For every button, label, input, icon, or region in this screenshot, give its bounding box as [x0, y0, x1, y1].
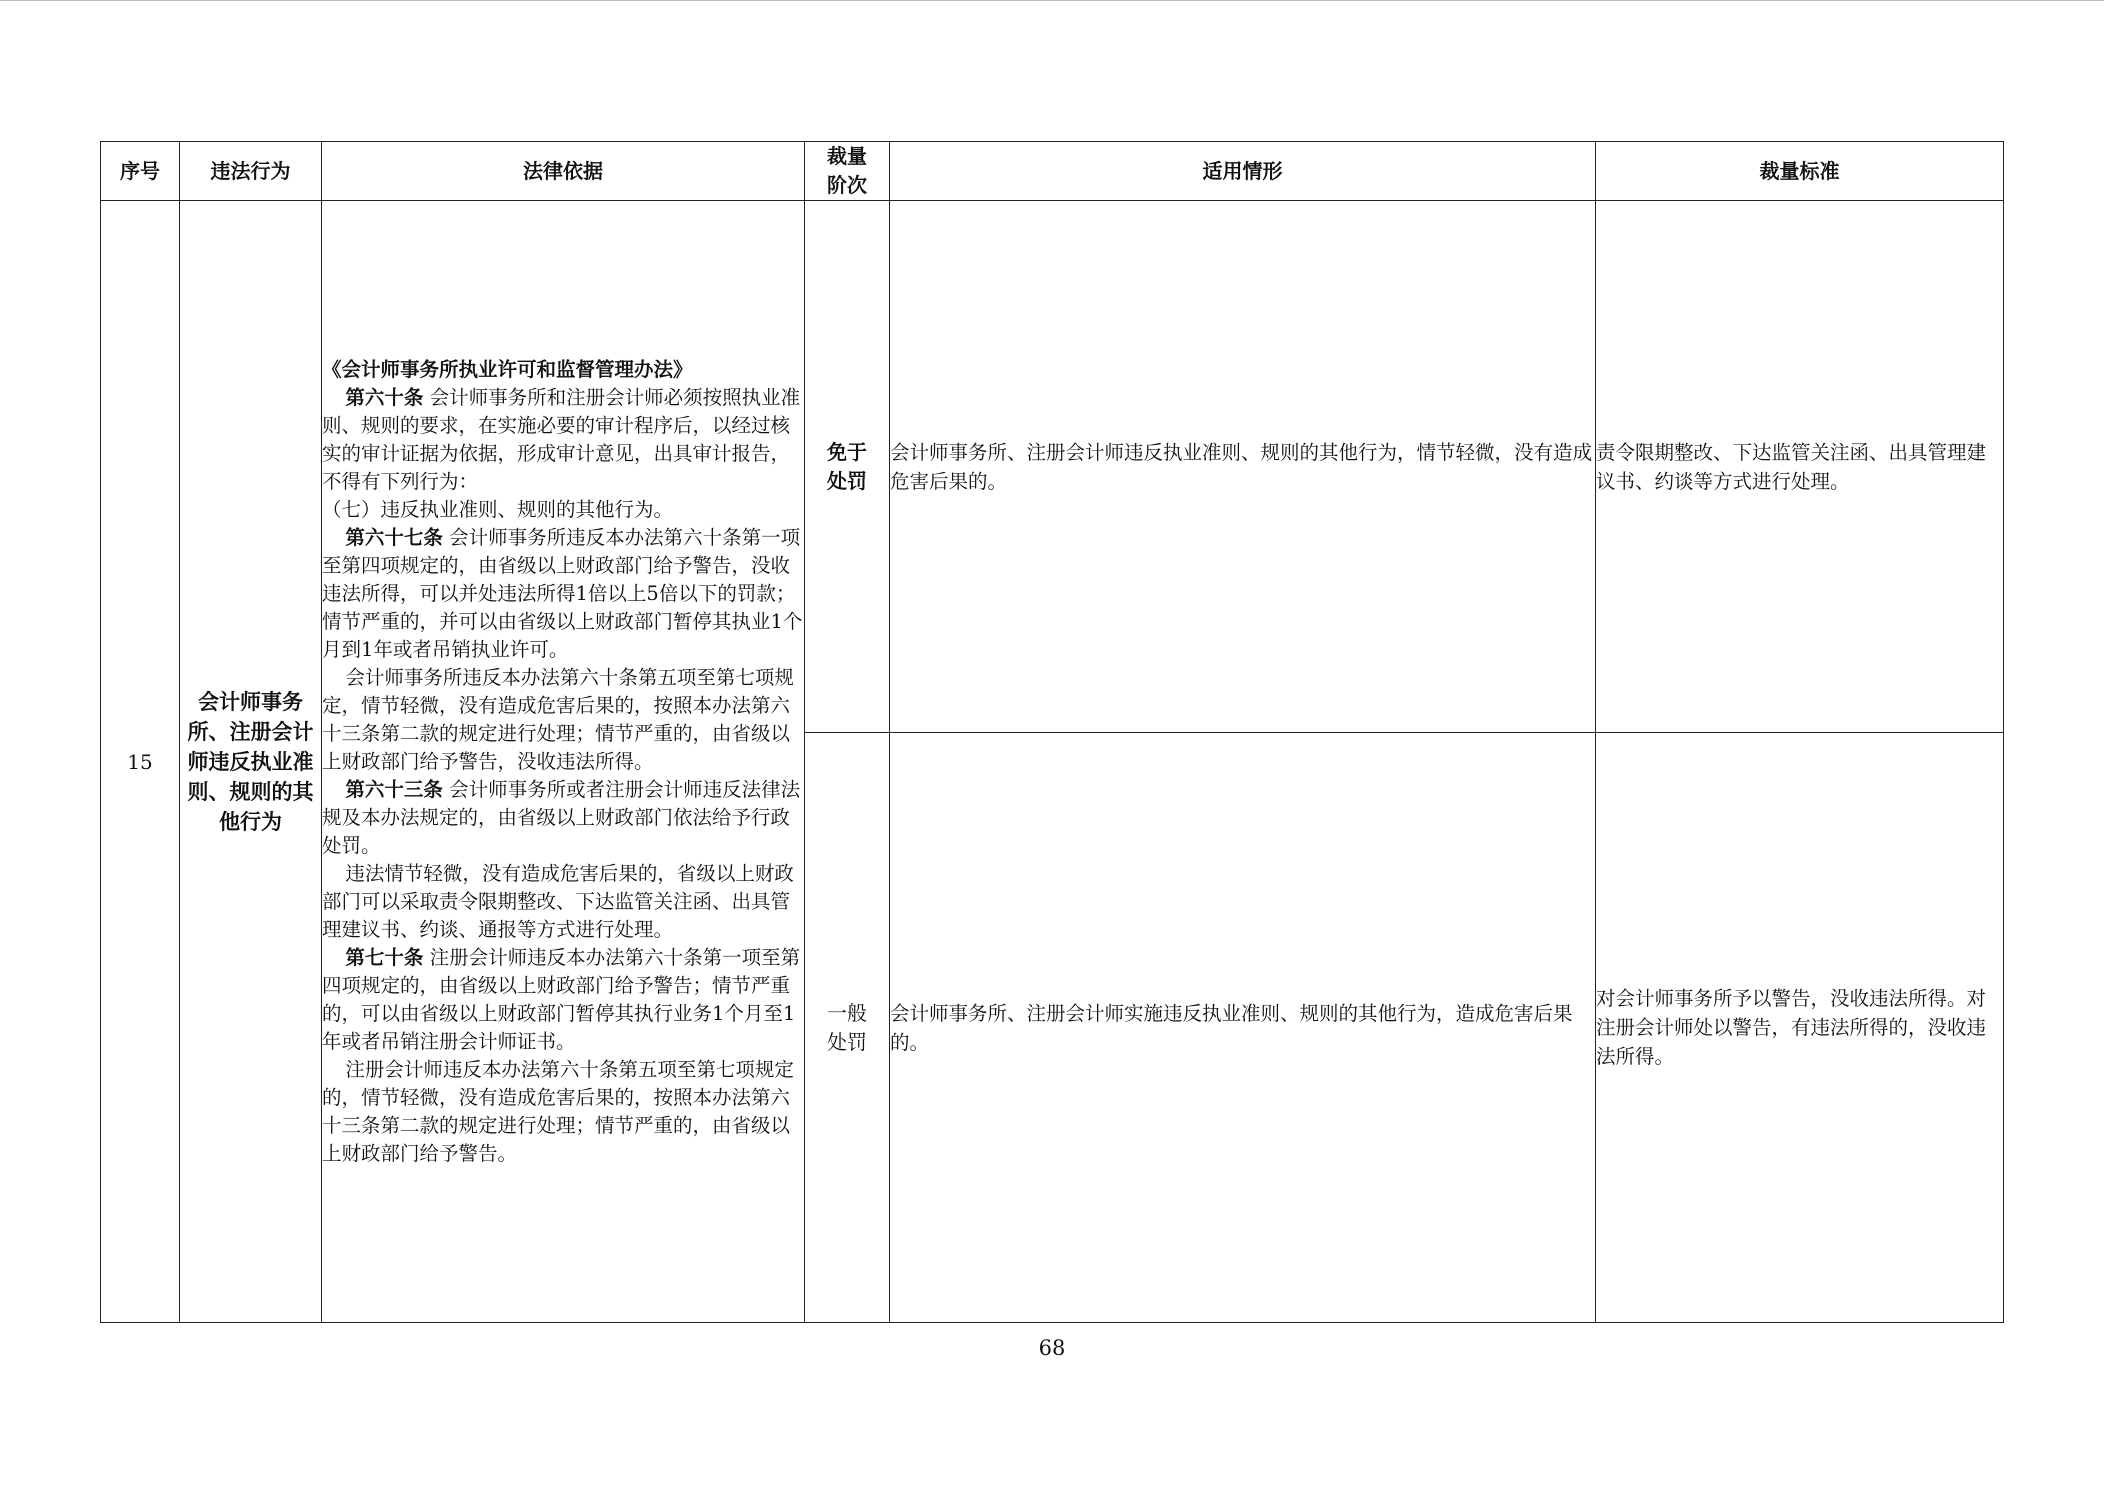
law-paragraph — [322, 524, 804, 664]
law-paragraph: 会计师事务所违反本办法第六十条第五项至第七项规定，情节轻微，没有造成危害后果的，按照本办法第六十三条第二款的规定进行处理；情节严重的，由省级以上财政部门给予警告，没收违法所得。 — [322, 665, 794, 773]
top-border-line — [0, 0, 2104, 1]
law-paragraph — [322, 776, 804, 860]
header-situation: 适用情形 — [890, 142, 1596, 201]
article-text: 会计师事务所或者注册会计师违反法律法规及本办法规定的，由省级以上财政部门依法给予行政处罚。 — [322, 777, 801, 857]
level-general — [805, 733, 890, 1323]
table-header-row — [101, 142, 2004, 201]
article-text: 会计师事务所违反本办法第六十条第一项至第四项规定的，由省级以上财政部门给予警告，没收违法所得，可以并处违法所得1倍以上5倍以下的罚款；情节严重的，并可以由省级以上财政部门暂停其执业1个月到1年或者吊销执业许可。 — [322, 525, 803, 661]
article-label: 第六十条 — [345, 385, 424, 409]
table-row — [101, 201, 2004, 733]
penalty-discretion-table — [100, 141, 2004, 1323]
row-seq: 15 — [101, 201, 180, 1323]
level-exempt-text: 免于处罚 — [827, 439, 867, 493]
article-label: 第六十七条 — [345, 525, 443, 549]
header-standard: 裁量标准 — [1596, 142, 2004, 201]
standard-exempt: 责令限期整改、下达监管关注函、出具管理建议书、约谈等方式进行处理。 — [1596, 201, 2004, 733]
standard-general: 对会计师事务所予以警告，没收违法所得。对注册会计师处以警告，有违法所得的，没收违法所得。 — [1596, 733, 2004, 1323]
article-label: 第六十三条 — [345, 777, 443, 801]
law-title: 《会计师事务所执业许可和监督管理办法》 — [322, 357, 693, 381]
situation-general: 会计师事务所、注册会计师实施违反执业准则、规则的其他行为，造成危害后果的。 — [890, 733, 1596, 1323]
level-general-text: 一般处罚 — [827, 1000, 867, 1054]
row-act: 会计师事务所、注册会计师违反执业准则、规则的其他行为 — [180, 201, 322, 1323]
law-paragraph — [322, 944, 804, 1056]
header-law: 法律依据 — [322, 142, 805, 201]
law-paragraph: 注册会计师违反本办法第六十条第五项至第七项规定的，情节轻微，没有造成危害后果的，按照本办法第六十三条第二款的规定进行处理；情节严重的，由省级以上财政部门给予警告。 — [322, 1057, 794, 1165]
header-level — [805, 142, 890, 201]
header-act: 违法行为 — [180, 142, 322, 201]
level-exempt — [805, 201, 890, 733]
law-paragraph — [322, 384, 804, 496]
law-paragraph: 违法情节轻微，没有造成危害后果的，省级以上财政部门可以采取责令限期整改、下达监管关注函、出具管理建议书、约谈、通报等方式进行处理。 — [322, 861, 794, 941]
situation-exempt: 会计师事务所、注册会计师违反执业准则、规则的其他行为，情节轻微，没有造成危害后果的。 — [890, 201, 1596, 733]
article-text: 注册会计师违反本办法第六十条第一项至第四项规定的，由省级以上财政部门给予警告；情节严重的，可以由省级以上财政部门暂停其执行业务1个月至1年或者吊销注册会计师证书。 — [322, 945, 801, 1053]
article-label: 第七十条 — [345, 945, 424, 969]
header-seq: 序号 — [101, 142, 180, 201]
law-paragraph: （七）违反执业准则、规则的其他行为。 — [322, 497, 674, 521]
header-level-text: 裁量阶次 — [827, 144, 867, 197]
page-number: 68 — [1038, 1336, 1066, 1360]
article-text: 会计师事务所和注册会计师必须按照执业准则、规则的要求，在实施必要的审计程序后，以经过核实的审计证据为依据，形成审计意见，出具审计报告，不得有下列行为： — [322, 385, 801, 493]
row-law-basis — [322, 201, 805, 1323]
